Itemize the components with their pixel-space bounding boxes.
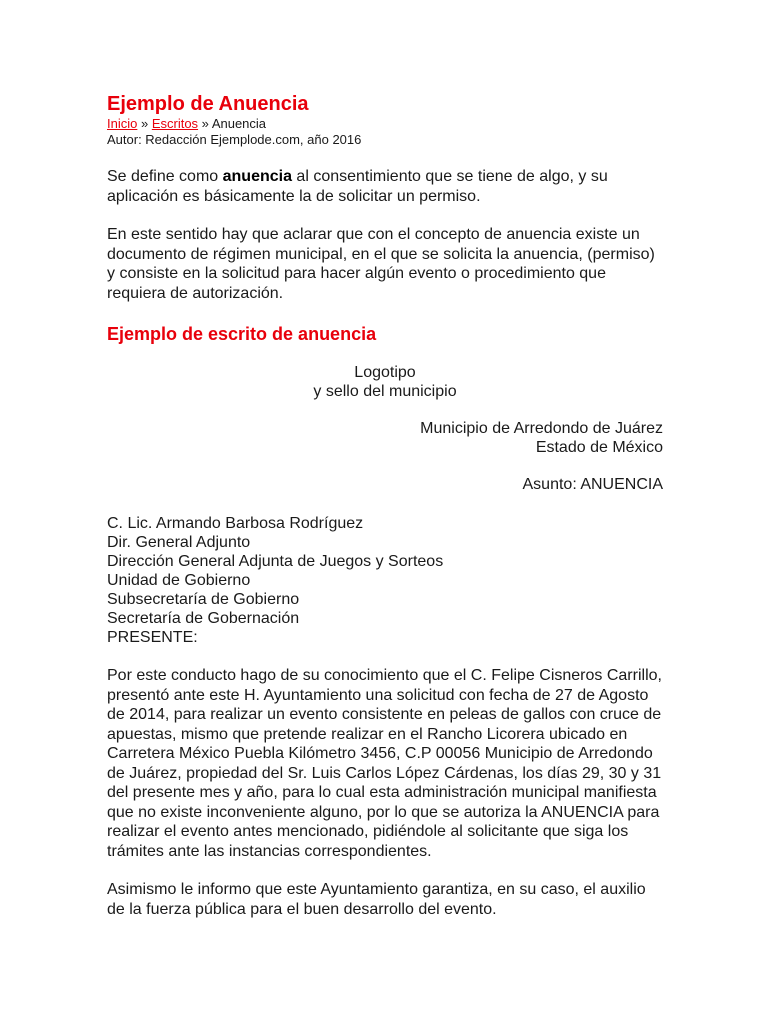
recipient-block <box>107 514 663 647</box>
intro-text-before: Se define como <box>107 168 223 185</box>
breadcrumb <box>107 116 663 132</box>
breadcrumb-current: Anuencia <box>211 116 267 131</box>
municipality-name: Municipio de Arredondo de Juárez <box>420 420 663 437</box>
intro-paragraph-1 <box>107 167 663 206</box>
logo-line-1: Logotipo <box>354 364 416 381</box>
letter-body-paragraph-2: Asimismo le informo que este Ayuntamiento garantiza, en su caso, el auxilio de la fuerza pública para el buen desarrollo del evento. <box>107 881 646 918</box>
subject-line: Asunto: ANUENCIA <box>522 476 663 493</box>
municipality-block <box>107 419 663 457</box>
recipient-line: C. Lic. Armando Barbosa Rodríguez <box>107 515 364 532</box>
logo-placeholder-text <box>107 363 663 401</box>
intro-text-after: al consentimiento que se tiene de algo, y su aplicación es básicamente la de solicitar un permiso. <box>107 168 608 205</box>
breadcrumb-separator: » <box>137 116 152 131</box>
document-page <box>107 92 663 919</box>
intro-keyword: anuencia <box>222 168 292 185</box>
section-subtitle: Ejemplo de escrito de anuencia <box>107 324 377 344</box>
author-line: Autor: Redacción Ejemplode.com, año 2016 <box>107 132 362 147</box>
state-name: Estado de México <box>535 439 663 456</box>
breadcrumb-link-home[interactable]: Inicio <box>107 116 138 131</box>
page-title: Ejemplo de Anuencia <box>107 93 309 115</box>
recipient-line: Dir. General Adjunto <box>107 534 251 551</box>
recipient-line: Dirección General Adjunta de Juegos y Sorteos <box>107 553 444 570</box>
breadcrumb-link-section[interactable]: Escritos <box>151 116 199 131</box>
recipient-line: PRESENTE: <box>107 629 198 646</box>
breadcrumb-separator: » <box>198 116 212 131</box>
logo-line-2: y sello del municipio <box>313 383 457 400</box>
letter-body-paragraph-1: Por este conducto hago de su conocimiento que el C. Felipe Cisneros Carrillo, presentó ante este H. Ayuntamiento una solicitud con fecha de 27 de Agosto de 2014, para realizar un evento consistente en peleas de gallos con cruce de apuestas, mismo que pretende realizar en el Rancho Licorera ubicado en Carretera México Puebla Kilómetro 3456, C.P 00056 Municipio de Arredondo de Juárez, propiedad del Sr. Luis Carlos López Cárdenas, los días 29, 30 y 31 del presente mes y año, para lo cual esta administración municipal manifiesta que no existe inconveniente alguno, por lo que se autoriza la ANUENCIA para realizar el evento antes mencionado, pidiéndole al solicitante que siga los trámites ante las instancias correspondientes. <box>107 667 662 860</box>
recipient-line: Secretaría de Gobernación <box>107 610 300 627</box>
recipient-line: Unidad de Gobierno <box>107 572 251 589</box>
recipient-line: Subsecretaría de Gobierno <box>107 591 300 608</box>
intro-paragraph-2: En este sentido hay que aclarar que con el concepto de anuencia existe un documento de régimen municipal, en el que se solicita la anuencia, (permiso) y consiste en la solicitud para hacer algún evento o procedimiento que requiera de autorización. <box>107 226 655 302</box>
